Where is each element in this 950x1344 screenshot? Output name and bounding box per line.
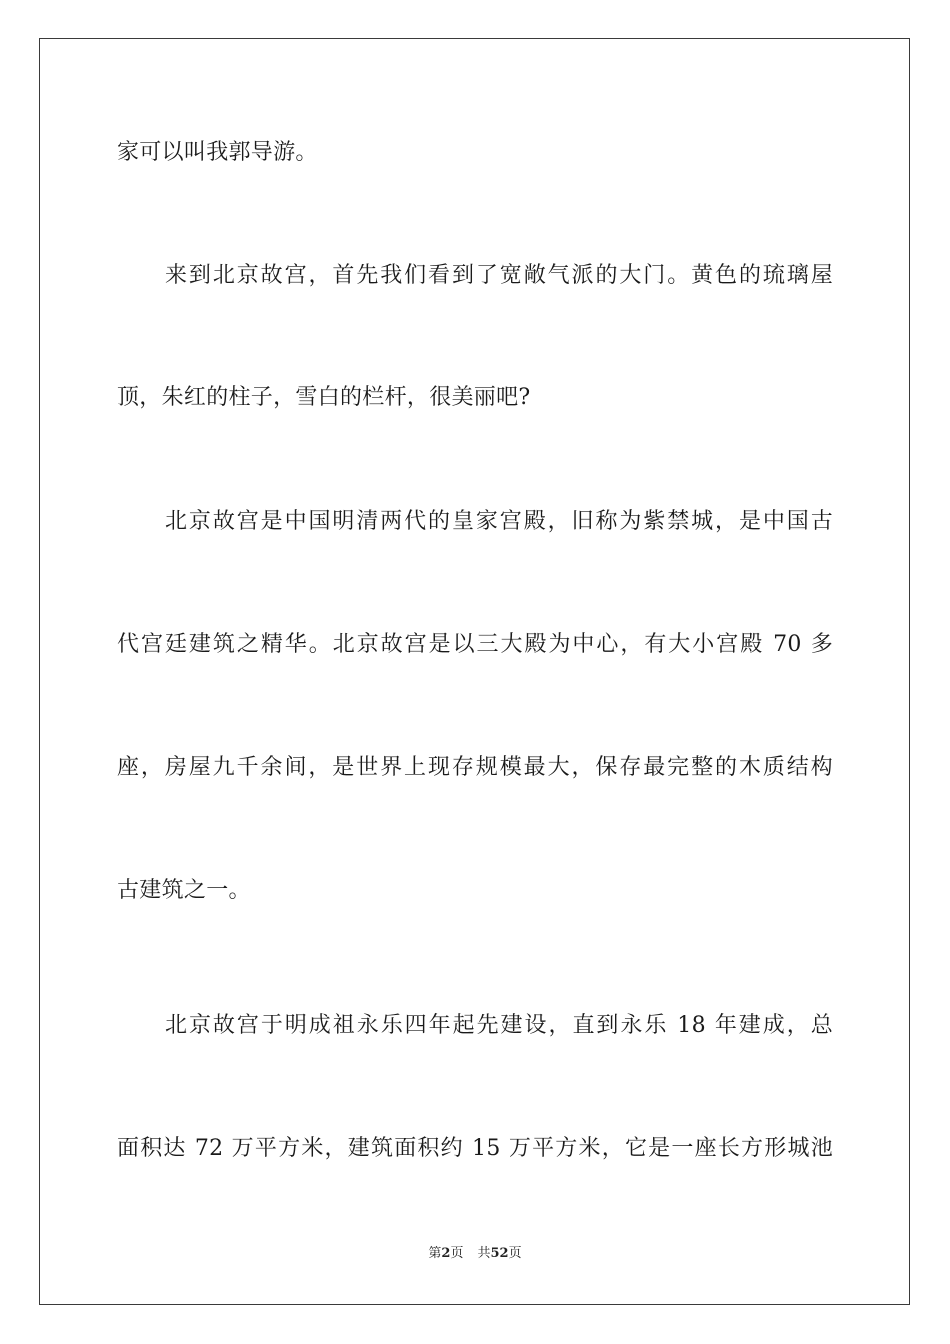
page-footer	[0, 1245, 950, 1263]
paragraph-first-line: 北京故宫是中国明清两代的皇家宫殿，旧称为紫禁城，是中国古	[165, 509, 833, 534]
total-pages: 52	[490, 1246, 509, 1261]
total-label-prefix: 共	[477, 1246, 491, 1261]
text-line: 顶，朱红的柱子，雪白的栏杆，很美丽吧?	[117, 385, 531, 410]
text-line: 古建筑之一。	[117, 878, 251, 903]
paragraph-first-line: 北京故宫于明成祖永乐四年起先建设，直到永乐 18 年建成，总	[165, 1013, 833, 1038]
text-line: 家可以叫我郭导游。	[117, 140, 318, 165]
text-line: 面积达 72 万平方米，建筑面积约 15 万平方米，它是一座长方形城池	[117, 1136, 833, 1161]
total-label-suffix: 页	[508, 1246, 522, 1261]
page-number: 2	[441, 1246, 451, 1261]
page-label-prefix: 第	[428, 1246, 442, 1261]
text-line: 座，房屋九千余间，是世界上现存规模最大，保存最完整的木质结构	[117, 755, 833, 780]
page-border	[39, 38, 910, 1305]
text-line: 代宫廷建筑之精华。北京故宫是以三大殿为中心，有大小宫殿 70 多	[117, 632, 833, 657]
page-label-suffix: 页	[450, 1246, 464, 1261]
paragraph-first-line: 来到北京故宫，首先我们看到了宽敞气派的大门。黄色的琉璃屋	[165, 263, 833, 288]
